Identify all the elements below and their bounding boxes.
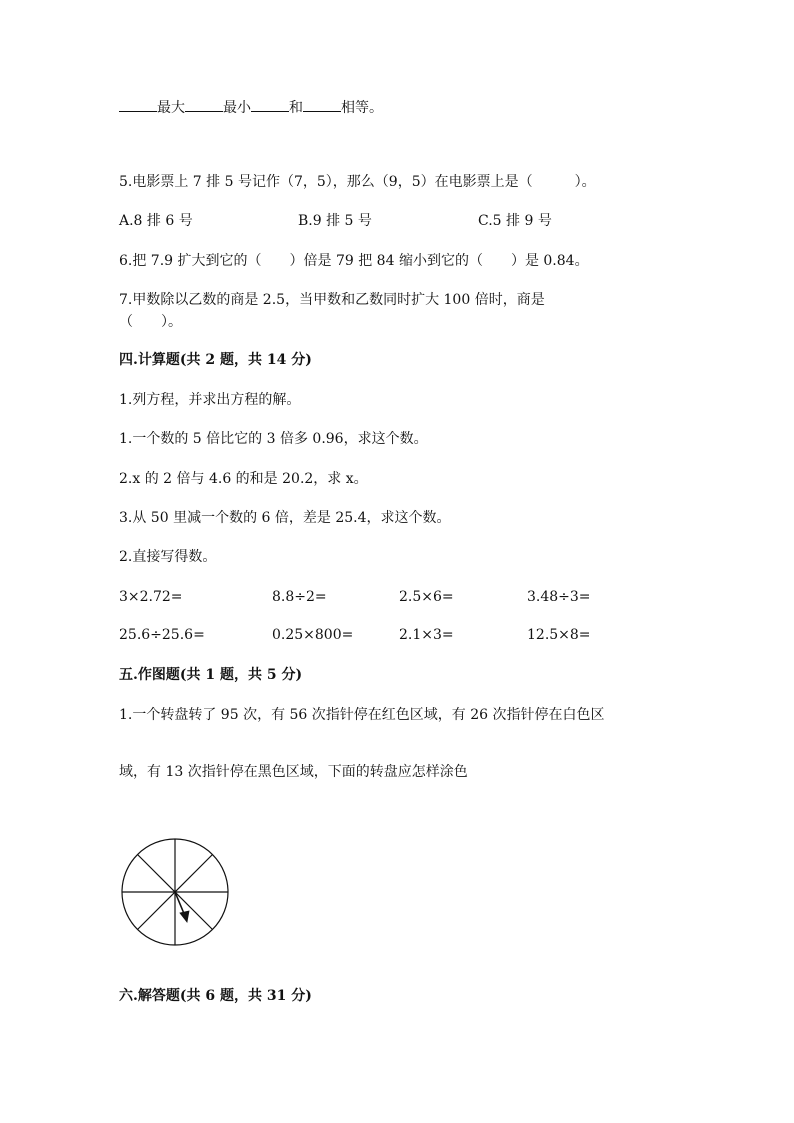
section-4-q1-item-2: 2.x 的 2 倍与 4.6 的和是 20.2，求 x。	[119, 471, 368, 487]
answer-blank[interactable]	[303, 97, 341, 112]
fill-text: 和	[289, 100, 303, 116]
spinner-wheel-figure	[119, 836, 231, 948]
answer-blank[interactable]	[185, 97, 223, 112]
section-5-title: 五.作图题(共 1 题，共 5 分)	[119, 667, 303, 683]
question-5-stem: 5.电影票上 7 排 5 号记作（7，5），那么（9，5）在电影票上是（ ）。	[119, 174, 596, 190]
section-4-q1-item-1: 1.一个数的 5 倍比它的 3 倍多 0.96，求这个数。	[119, 431, 428, 447]
fill-blank-line	[119, 97, 383, 118]
question-6-stem: 6.把 7.9 扩大到它的（ ）倍是 79 把 84 缩小到它的（ ）是 0.84。	[119, 253, 589, 269]
fill-text: 最小	[223, 100, 251, 116]
question-7-line1: 7.甲数除以乙数的商是 2.5，当甲数和乙数同时扩大 100 倍时，商是	[119, 292, 545, 308]
section-6-title: 六.解答题(共 6 题，共 31 分)	[119, 988, 312, 1004]
fill-text: 相等。	[341, 100, 383, 116]
section-4-q1-item-3: 3.从 50 里减一个数的 6 倍，差是 25.4，求这个数。	[119, 510, 451, 526]
calc-item: 2.1×3=	[399, 627, 454, 643]
calc-item: 3×2.72=	[119, 589, 183, 605]
calc-item: 25.6÷25.6=	[119, 627, 205, 643]
calc-item: 0.25×800=	[272, 627, 354, 643]
question-5-option-b[interactable]: B.9 排 5 号	[298, 213, 372, 229]
calc-item: 12.5×8=	[527, 627, 591, 643]
answer-blank[interactable]	[119, 97, 157, 112]
calc-item: 3.48÷3=	[527, 589, 591, 605]
answer-blank[interactable]	[251, 97, 289, 112]
fill-text: 最大	[157, 100, 185, 116]
question-5-option-a[interactable]: A.8 排 6 号	[119, 213, 193, 229]
calc-item: 2.5×6=	[399, 589, 454, 605]
question-7-line2: （ ）。	[119, 314, 182, 330]
calc-item: 8.8÷2=	[272, 589, 327, 605]
section-4-title: 四.计算题(共 2 题，共 14 分)	[119, 352, 312, 368]
section-5-q1-line1: 1.一个转盘转了 95 次，有 56 次指针停在红色区域，有 26 次指针停在白色区	[119, 707, 605, 723]
section-4-q2-stem: 2.直接写得数。	[119, 549, 217, 565]
spinner-pointer-arrow	[175, 892, 189, 922]
question-5-option-c[interactable]: C.5 排 9 号	[478, 213, 552, 229]
section-4-q1-stem: 1.列方程，并求出方程的解。	[119, 392, 301, 408]
section-5-q1-line2: 域，有 13 次指针停在黑色区域，下面的转盘应怎样涂色	[119, 764, 468, 780]
